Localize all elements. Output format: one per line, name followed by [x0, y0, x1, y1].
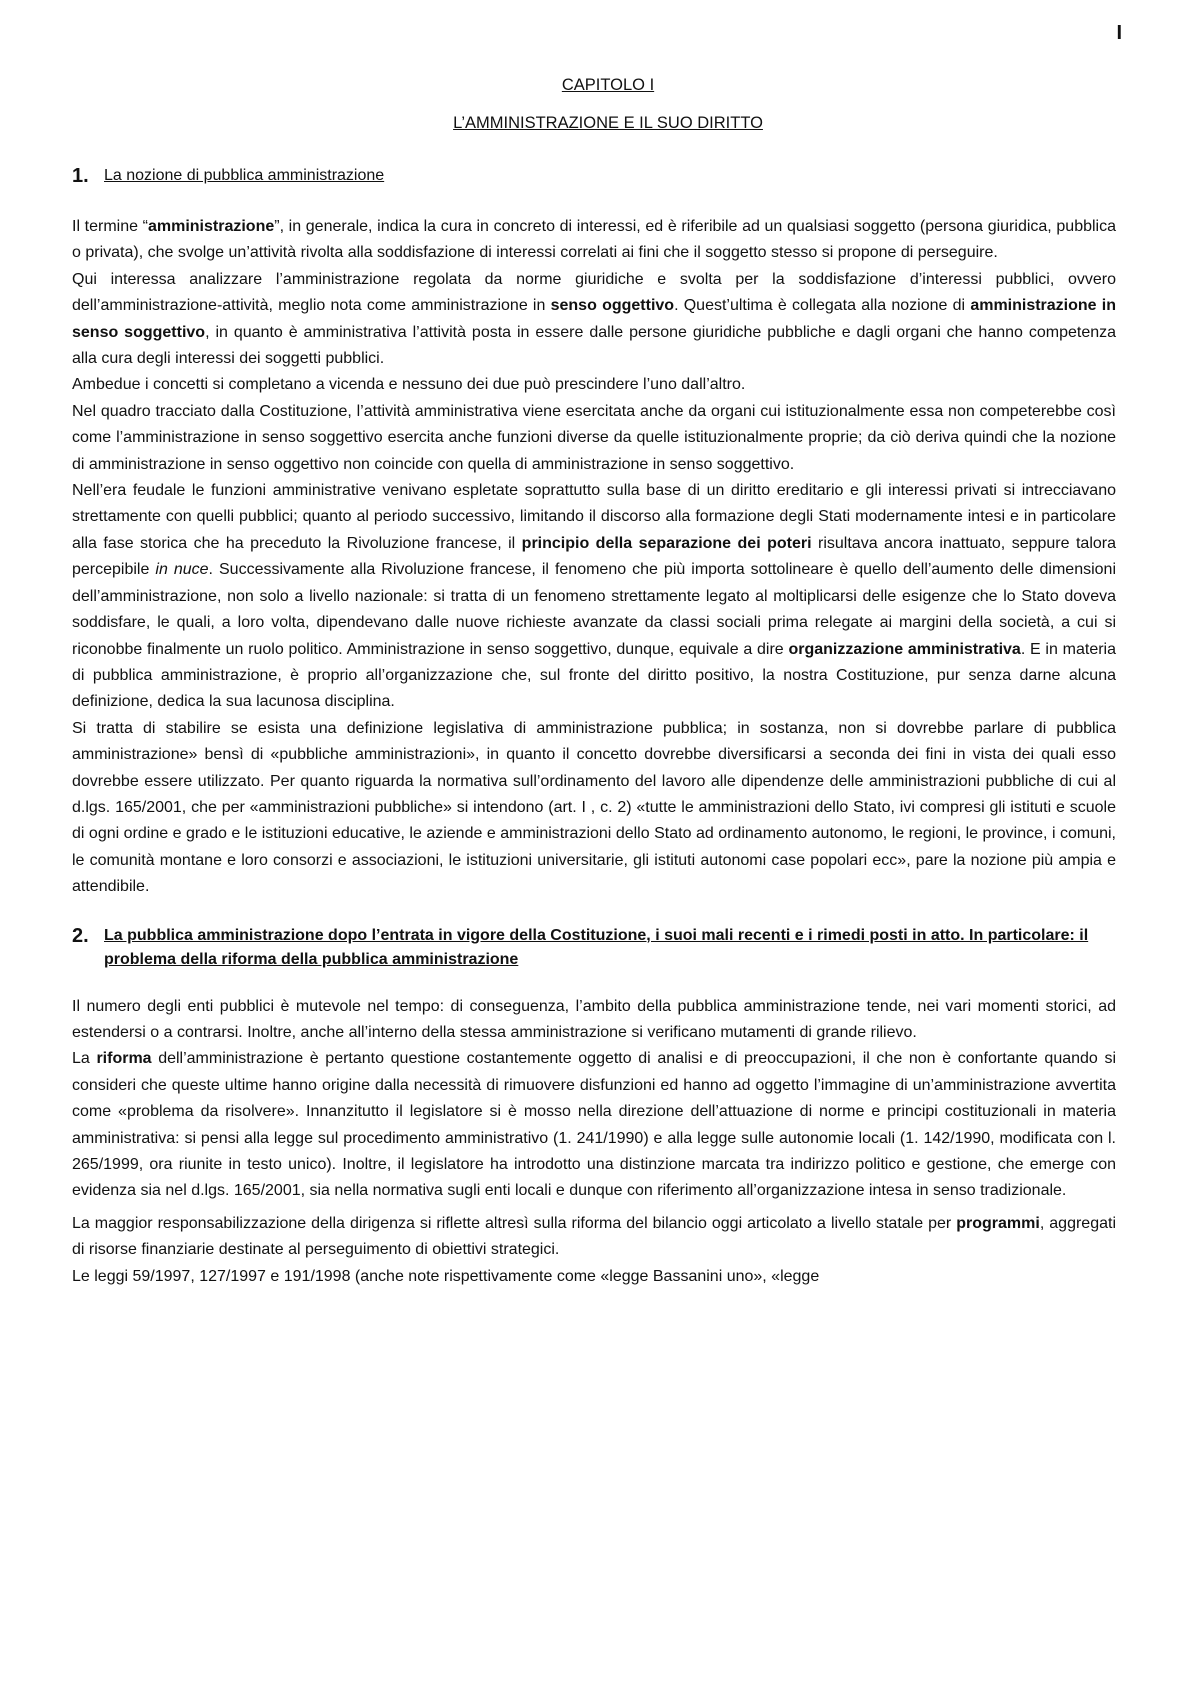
paragraph: Nell’era feudale le funzioni amministrative venivano espletate soprattutto sulla base di un diritto ereditario e gli interessi privati si intrecciavano strettamente con quelli pubblici; quanto al periodo successivo, limitando il discorso alla formazione degli Stati modernamente intesi e in particolare alla fase storica che ha preceduto la Rivoluzione francese, il principio della separazione dei poteri risultava ancora inattuato, seppure talora percepibile in nuce. Successivamente alla Rivoluzione francese, il fenomeno che più importa sottolineare è quello dell’aumento delle dimensioni dell’amministrazione, non solo a livello nazionale: si tratta di un fenomeno strettamente legato al moltiplicarsi delle esigenze che lo Stato doveva soddisfare, le quali, a loro volta, dipendevano dalle nuove richieste avanzate da classi sociali prima relegate ai margini della società, a cui si riconobbe finalmente un ruolo politico. Amministrazione in senso soggettivo, dunque, equivale a dire organizzazione amministrativa. E in materia di pubblica amministrazione, è proprio all’organizzazione che, sul fronte del diritto positivo, la nostra Costituzione, pur senza darne alcuna definizione, dedica la sua lacunosa disciplina. [72, 482, 1117, 711]
paragraph: Qui interessa analizzare l’amministrazione regolata da norme giuridiche e svolta per la soddisfazione d’interessi pubblici, ovvero dell’amministrazione-attività, meglio nota come amministrazione in senso oggettivo. Quest’ultima è collegata alla nozione di amministrazione in senso soggettivo, in quanto è amministrativa l’attività posta in essere dalle persone giuridiche pubbliche e dagli organi che hanno competenza alla cura degli interessi dei soggetti pubblici. [72, 270, 1117, 368]
section-1-number: 1. [72, 165, 89, 187]
section-2-title: La pubblica amministrazione dopo l’entrata in vigore della Costituzione, i suoi mali recenti e i rimedi posti in atto. In particolare: il problema della riforma della pubblica amministrazione [104, 926, 1089, 968]
section-1-title: La nozione di pubblica amministrazione [104, 167, 385, 184]
paragraph: Il termine “amministrazione”, in generale, indica la cura in concreto di interessi, ed è riferibile ad un qualsiasi soggetto (persona giuridica, pubblica o privata), che svolge un’attività rivolta alla soddisfazione di interessi correlati ai fini che il soggetto stesso si propone di perseguire. [72, 218, 1116, 262]
document-body [72, 164, 1116, 1290]
paragraph: Nel quadro tracciato dalla Costituzione, l’attività amministrativa viene esercitata anche da organi cui istituzionalmente essa non competerebbe così come l’amministrazione in senso soggettivo esercita anche funzioni diverse da quelle istituzionalmente proprie; da ciò deriva quindi che la nozione di amministrazione in senso oggettivo non coincide con quella di amministrazione in senso soggettivo. [72, 402, 1116, 473]
chapter-label: CAPITOLO I [561, 76, 655, 94]
section-1-heading [72, 164, 1116, 188]
page-number: I [1116, 22, 1122, 44]
paragraph: Si tratta di stabilire se esista una definizione legislativa di amministrazione pubblica; in sostanza, non si dovrebbe parlare di pubblica amministrazione» bensì di «pubbliche amministrazioni», in quanto il concetto dovrebbe diversificarsi a seconda dei fini in vista dei quali esso dovrebbe essere utilizzato. Per quanto riguarda la normativa sull’ordinamento del lavoro alle dipendenze delle amministrazioni pubbliche di cui al d.lgs. 165/2001, che per «amministrazioni pubbliche» si intendono (art. I , c. 2) «tutte le amministrazioni dello Stato, ivi compresi gli istituti e scuole di ogni ordine e grado e le istituzioni educative, le aziende e amministrazioni dello Stato ad ordinamento autonomo, le regioni, le province, i comuni, le comunità montane e loro consorzi e associazioni, le istituzioni universitarie, gli istituti autonomi case popolari ecc», pare la nozione più ampia e attendibile. [72, 719, 1116, 896]
paragraph: Ambedue i concetti si completano a vicenda e nessuno dei due può prescindere l’uno dall’altro. [72, 376, 746, 394]
paragraph: La maggior responsabilizzazione della dirigenza si riflette altresì sulla riforma del bilancio oggi articolato a livello statale per programmi, aggregati di risorse finanziarie destinate al perseguimento di obiettivi strategici. [72, 1214, 1116, 1259]
section-2-heading [72, 924, 1116, 972]
chapter-title: L’AMMINISTRAZIONE E IL SUO DIRITTO [453, 114, 763, 132]
section-2-number: 2. [72, 924, 89, 947]
paragraph: Il numero degli enti pubblici è mutevole nel tempo: di conseguenza, l’ambito della pubblica amministrazione tende, nei vari momenti storici, ad estendersi o a contrarsi. Inoltre, anche all’interno della stessa amministrazione si verificano mutamenti di grande rilievo. [72, 997, 1116, 1041]
paragraph: La riforma dell’amministrazione è pertanto questione costantemente oggetto di analisi e di preoccupazioni, il che non è confortante quando si consideri che queste ultime hanno origine dalla necessità di rimuovere disfunzioni ed hanno ad oggetto l’immagine di un’amministrazione avvertita come «problema da risolvere». Innanzitutto il legislatore si è mosso nella direzione dell’attuazione di norme e principi costituzionali in materia amministrativa: si pensi alla legge sul procedimento amministrativo (1. 241/1990) e alla legge sulle autonomie locali (1. 142/1990, modificata con l. 265/1999, ora riunite in testo unico). Inoltre, il legislatore ha introdotto una distinzione marcata tra indirizzo politico e gestione, che emerge con evidenza sia nel d.lgs. 165/2001, sia nella normativa sugli enti locali e dunque con riferimento all’organizzazione intesa in senso tradizionale. [72, 1050, 1116, 1200]
paragraph: Le leggi 59/1997, 127/1997 e 191/1998 (anche note rispettivamente come «legge Bassanini uno», «legge [72, 1267, 820, 1285]
